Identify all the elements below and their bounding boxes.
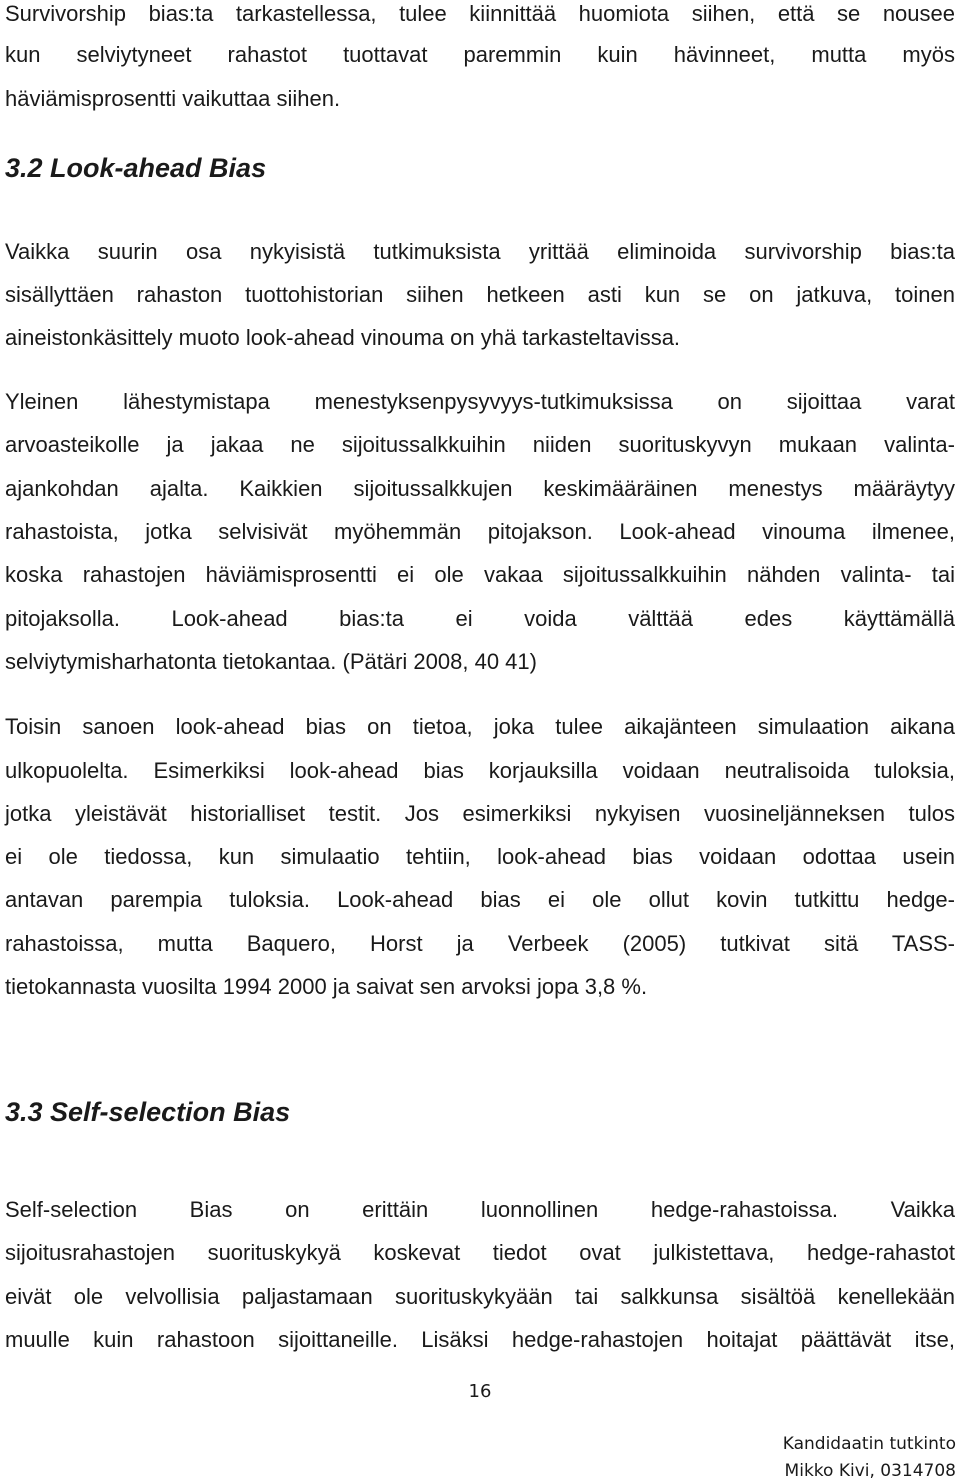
text-line: arvoasteikolle ja jakaa ne sijoitussalkkuihin niiden suorituskyvyn mukaan valinta-	[5, 432, 955, 457]
section-heading-3-3: 3.3 Self-selection Bias	[5, 1097, 291, 1127]
text-line: kun selviytyneet rahastot tuottavat paremmin kuin hävinneet, mutta myös	[5, 42, 955, 67]
text-line: sijoitusrahastojen suorituskykyä koskevat tiedot ovat julkistettava, hedge-rahastot	[5, 1240, 955, 1265]
text-line: Vaikka suurin osa nykyisistä tutkimuksista yrittää eliminoida survivorship bias:ta	[5, 239, 955, 264]
text-line: rahastoissa, mutta Baquero, Horst ja Verbeek (2005) tutkivat sitä TASS-	[5, 931, 955, 956]
text-line: eivät ole velvollisia paljastamaan suorituskykyään tai salkkunsa sisältöä kenellekään	[5, 1284, 955, 1309]
text-line: Self-selection Bias on erittäin luonnollinen hedge-rahastoissa. Vaikka	[5, 1197, 955, 1222]
text-line: jotka yleistävät historialliset testit. Jos esimerkiksi nykyisen vuosineljänneksen tulos	[5, 801, 955, 826]
text-line: antavan parempia tuloksia. Look-ahead bias ei ole ollut kovin tutkittu hedge-	[5, 887, 955, 912]
text-line: pitojaksolla. Look-ahead bias:ta ei voida välttää edes käyttämällä	[5, 606, 955, 631]
text-line: ajankohdan ajalta. Kaikkien sijoitussalkkujen keskimääräinen menestys määräytyy	[5, 476, 955, 501]
text-line: selviytymisharhatonta tietokantaa. (Pätäri 2008, 40 41)	[5, 649, 537, 674]
text-line: aineistonkäsittely muoto look-ahead vinouma on yhä tarkasteltavissa.	[5, 325, 681, 350]
text-line: Survivorship bias:ta tarkastellessa, tulee kiinnittää huomiota siihen, että se nousee	[5, 1, 955, 26]
text-line: ulkopuolelta. Esimerkiksi look-ahead bias korjauksilla voidaan neutralisoida tuloksia,	[5, 758, 955, 783]
footer-degree: Kandidaatin tutkinto	[782, 1434, 956, 1454]
text-line: ei ole tiedossa, kun simulaatio tehtiin, look-ahead bias voidaan odottaa usein	[5, 844, 955, 869]
page-number: 16	[468, 1381, 492, 1402]
text-line: muulle kuin rahastoon sijoittaneille. Lisäksi hedge-rahastojen hoitajat päättävät itse,	[5, 1327, 955, 1352]
footer-author: Mikko Kivi, 0314708	[784, 1461, 956, 1481]
text-line: sisällyttäen rahaston tuottohistorian siihen hetkeen asti kun se on jatkuva, toinen	[5, 282, 955, 307]
text-line: Yleinen lähestymistapa menestyksenpysyvyys-tutkimuksissa on sijoittaa varat	[5, 389, 955, 414]
text-line: häviämisprosentti vaikuttaa siihen.	[5, 86, 341, 111]
text-line: Toisin sanoen look-ahead bias on tietoa, joka tulee aikajänteen simulaation aikana	[5, 714, 955, 739]
text-line: rahastoista, jotka selvisivät myöhemmän pitojakson. Look-ahead vinouma ilmenee,	[5, 519, 955, 544]
text-line: tietokannasta vuosilta 1994 2000 ja saivat sen arvoksi jopa 3,8 %.	[5, 974, 648, 999]
text-line: koska rahastojen häviämisprosentti ei ole vakaa sijoitussalkkuihin nähden valinta- tai	[5, 562, 955, 587]
section-heading-3-2: 3.2 Look-ahead Bias	[5, 153, 267, 183]
